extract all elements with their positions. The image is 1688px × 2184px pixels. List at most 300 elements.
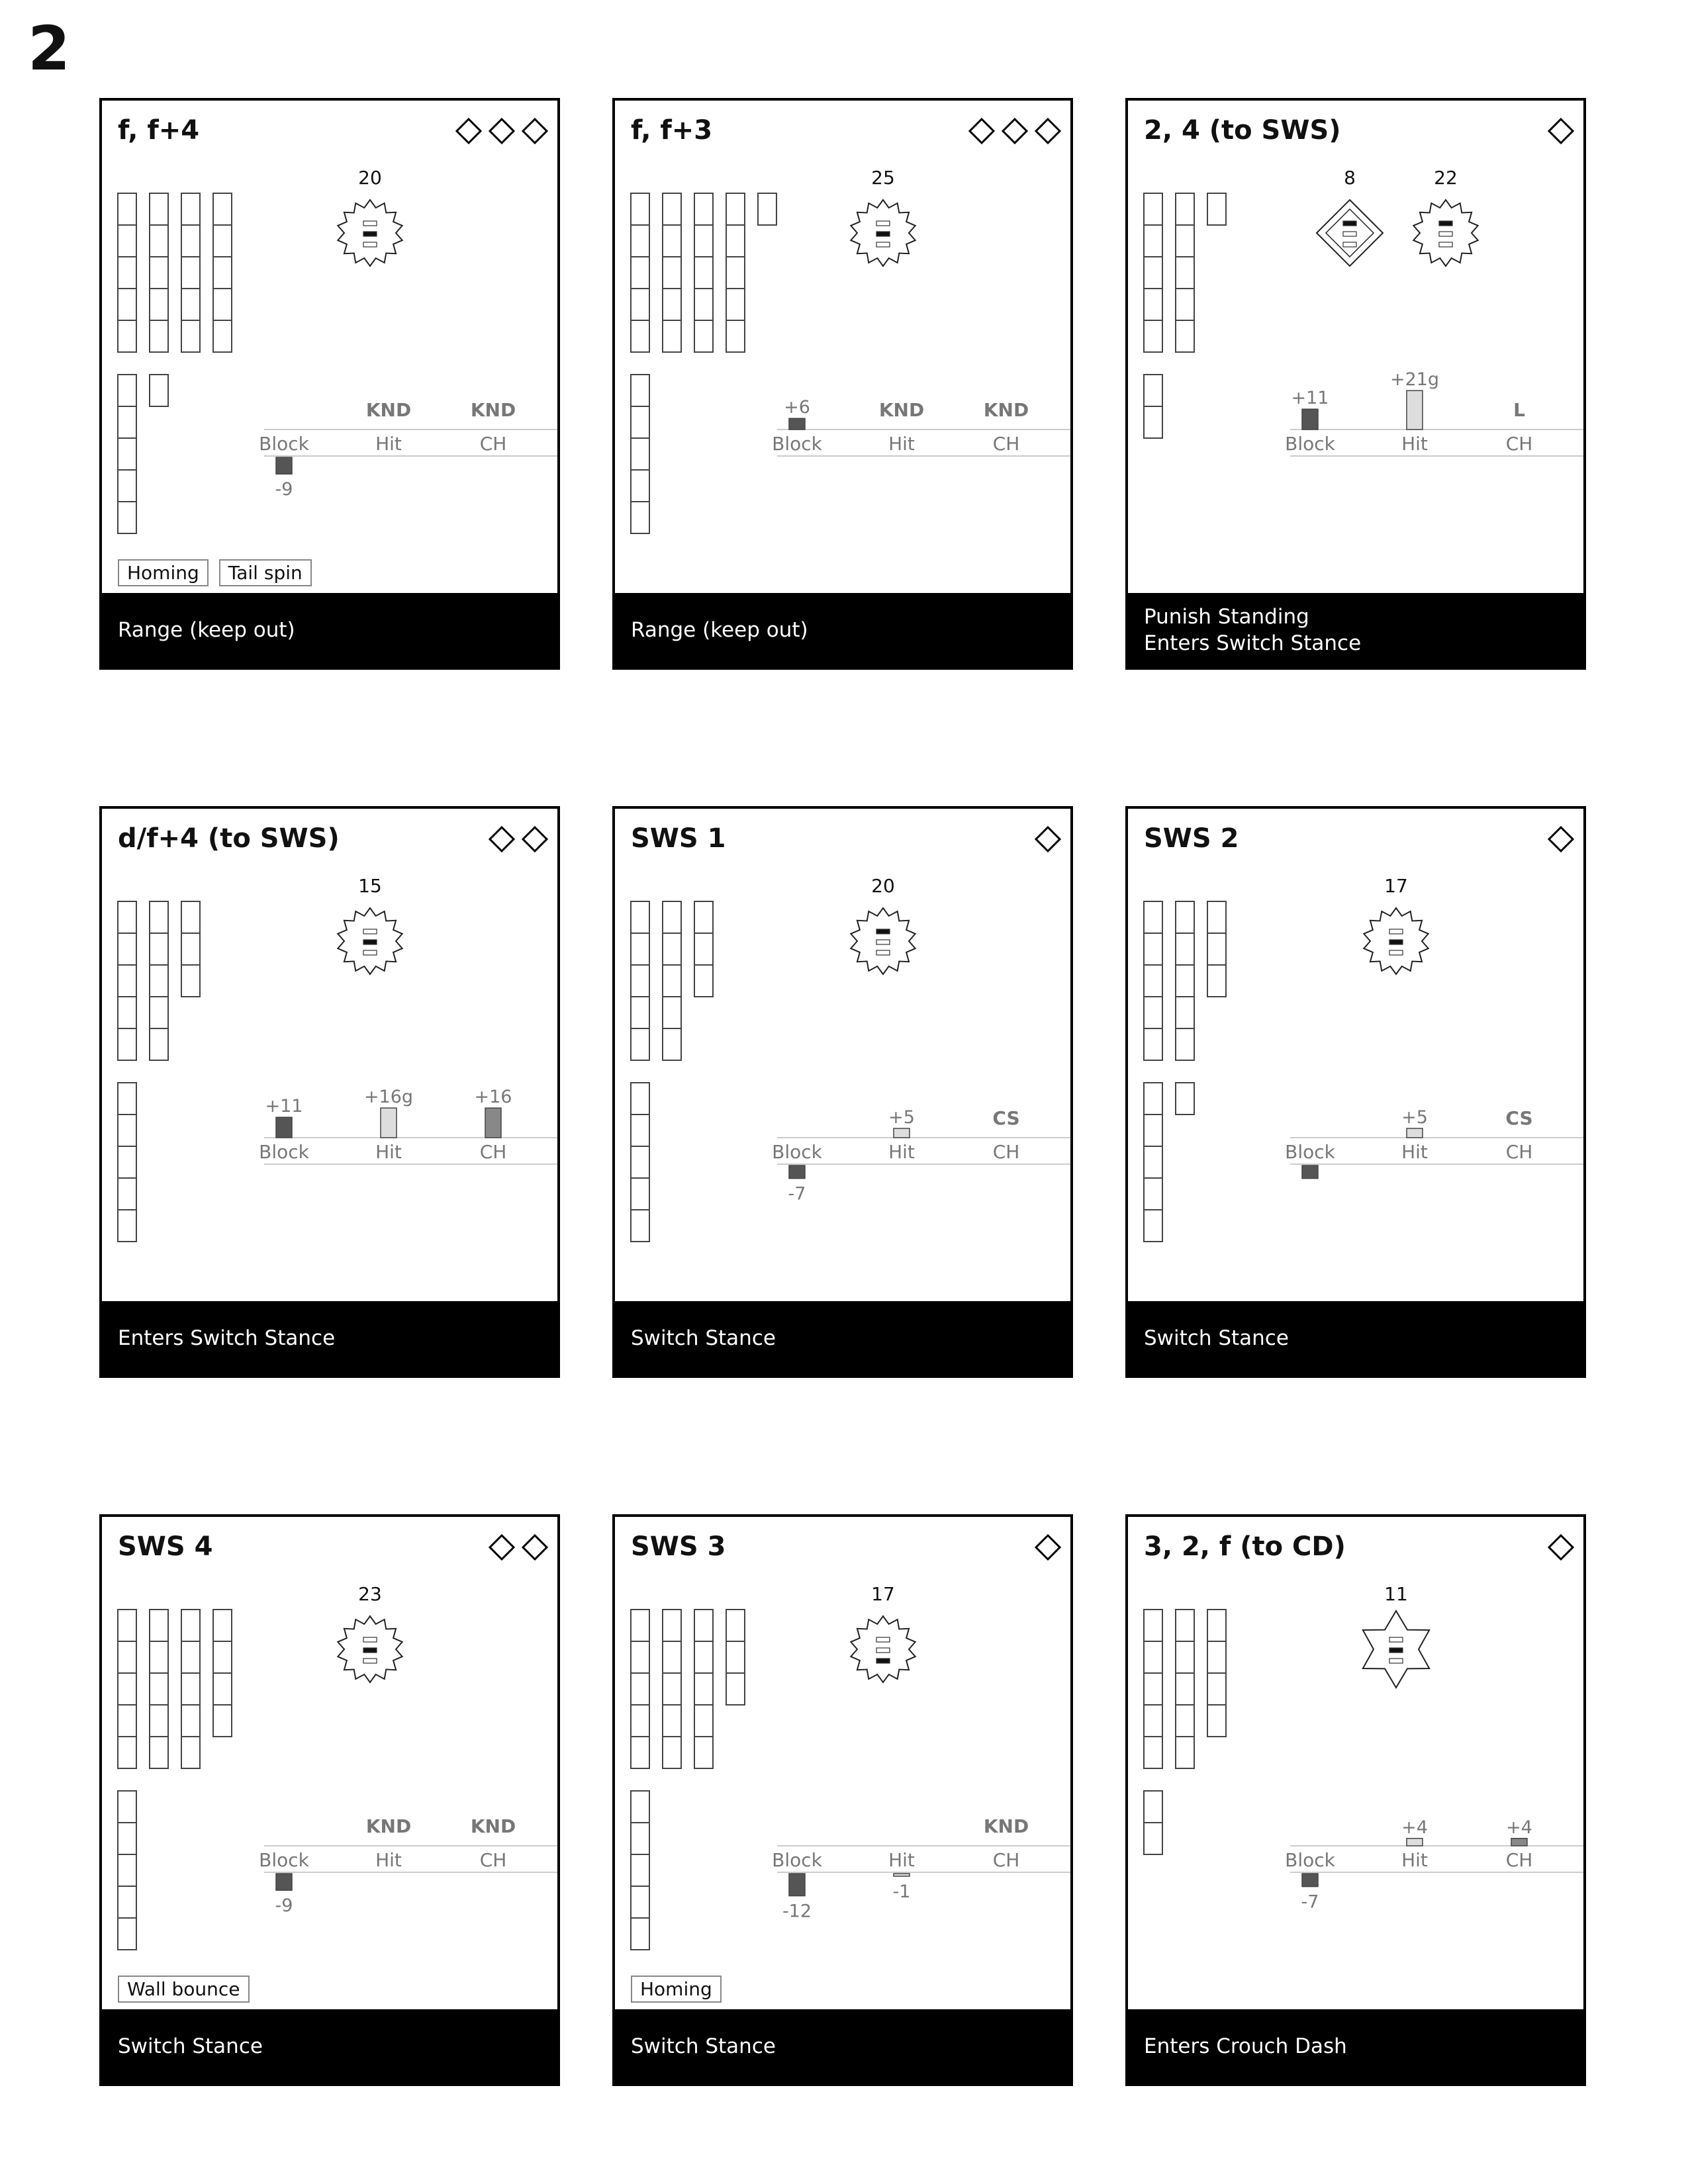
frame-cell — [181, 1673, 200, 1705]
frame-cell — [631, 438, 649, 470]
frame-cell — [1207, 1673, 1226, 1705]
frame-cell — [694, 193, 713, 225]
frame-cell — [1144, 1146, 1162, 1178]
hit-level-slot — [363, 221, 377, 226]
frame-cell — [1144, 1641, 1162, 1673]
frame-cell — [663, 225, 681, 257]
move-tags — [118, 559, 312, 586]
frame-cell — [1176, 933, 1194, 965]
frame-cell — [694, 1705, 713, 1737]
outcome-label: CH — [992, 1141, 1020, 1163]
frame-cell — [213, 289, 232, 320]
frame-advantage-chart — [772, 1815, 1070, 1922]
frame-cell — [726, 225, 745, 257]
move-card — [612, 1514, 1073, 2086]
damage-value: 15 — [358, 875, 382, 897]
outcome-label: Hit — [375, 1849, 402, 1871]
frame-cell — [150, 1737, 168, 1768]
frame-cell — [118, 1178, 136, 1210]
frame-cell — [150, 289, 168, 320]
advantage-bar — [789, 1874, 805, 1896]
move-card — [99, 98, 560, 670]
advantage-value: +4 — [1506, 1817, 1532, 1838]
frame-cell — [118, 257, 136, 289]
frame-cell — [213, 1705, 232, 1737]
frame-advantage-chart — [1285, 1107, 1583, 1179]
outcome-label: Hit — [1401, 1141, 1428, 1163]
frame-cell — [181, 1610, 200, 1641]
recovery-frames — [118, 375, 168, 533]
footer-note: Enters Switch Stance — [118, 1326, 336, 1350]
advantage-bar — [485, 1108, 501, 1138]
recovery-frames — [1144, 1083, 1194, 1242]
card-footer — [102, 2009, 557, 2083]
frame-cell — [631, 406, 649, 438]
startup-frames — [631, 1610, 745, 1768]
move-visualization — [1128, 809, 1583, 1298]
frame-cell — [181, 289, 200, 320]
move-name: d/f+4 (to SWS) — [118, 823, 340, 854]
frame-cell — [694, 1673, 713, 1705]
frame-cell — [118, 1918, 136, 1950]
advantage-bar — [276, 457, 292, 474]
card-footer — [615, 593, 1070, 667]
outcome-label: Block — [1285, 433, 1335, 455]
outcome-special: CS — [992, 1107, 1020, 1129]
move-card — [1125, 806, 1586, 1378]
recovery-frames — [1144, 375, 1162, 438]
frame-cell — [1176, 289, 1194, 320]
hit-level-slot — [363, 242, 377, 247]
hit-properties — [851, 1583, 915, 1682]
frame-cell — [694, 1641, 713, 1673]
hit-level-marker — [1439, 221, 1452, 226]
frame-cell — [631, 502, 649, 533]
frame-cell — [118, 1854, 136, 1886]
move-card — [612, 806, 1073, 1378]
startup-frames — [631, 193, 776, 352]
advantage-bar — [276, 1874, 292, 1890]
frame-cell — [1144, 1737, 1162, 1768]
frame-data — [1144, 901, 1226, 1242]
frame-cell — [118, 1737, 136, 1768]
frame-cell — [631, 1178, 649, 1210]
footer-note: Range (keep out) — [118, 617, 295, 642]
frame-cell — [631, 1610, 649, 1641]
hit-level-marker — [1389, 940, 1403, 944]
advantage-bar — [276, 1117, 292, 1138]
frame-cell — [1144, 375, 1162, 406]
frame-cell — [118, 1886, 136, 1918]
recovery-frames — [118, 1791, 136, 1950]
hit-level-slot — [876, 1637, 890, 1642]
footer-note: Switch Stance — [1144, 1326, 1289, 1350]
hit-level-slot — [363, 929, 377, 934]
outcome-special: KND — [365, 1815, 412, 1837]
frame-cell — [213, 1641, 232, 1673]
card-footer — [1128, 2009, 1583, 2083]
frame-cell — [1144, 257, 1162, 289]
advantage-value: -1 — [892, 1882, 911, 1902]
move-name: 3, 2, f (to CD) — [1144, 1531, 1346, 1562]
hit-level-slot — [1389, 929, 1403, 934]
move-tag: Tail spin — [219, 559, 312, 586]
hit-level-slot — [1389, 1659, 1403, 1663]
hit-level-marker — [876, 929, 890, 934]
hit-properties — [1363, 1583, 1429, 1688]
frame-cell — [1144, 1178, 1162, 1210]
recovery-frames — [631, 375, 649, 533]
move-tag: Wall bounce — [118, 1976, 250, 2003]
outcome-label: CH — [479, 433, 507, 455]
frame-cell — [150, 320, 168, 352]
card-footer — [1128, 593, 1583, 667]
damage-value: 17 — [1384, 875, 1408, 897]
startup-frames — [118, 1610, 232, 1768]
frame-cell — [631, 1918, 649, 1950]
move-tags — [118, 1976, 250, 2003]
frame-cell — [631, 1146, 649, 1178]
frame-cell — [213, 1673, 232, 1705]
frame-cell — [726, 320, 745, 352]
frame-cell — [726, 257, 745, 289]
recovery-frames — [118, 1083, 136, 1242]
move-name: SWS 3 — [631, 1531, 726, 1562]
frame-cell — [181, 257, 200, 289]
frame-data — [631, 1610, 745, 1950]
startup-frames — [631, 901, 713, 1060]
frame-cell — [118, 1115, 136, 1146]
frame-cell — [694, 965, 713, 997]
frame-cell — [663, 901, 681, 933]
outcome-label: Block — [259, 1141, 309, 1163]
frame-cell — [181, 901, 200, 933]
frame-cell — [1144, 406, 1162, 438]
damage-value: 20 — [871, 875, 895, 897]
frame-cell — [118, 406, 136, 438]
frame-cell — [118, 1823, 136, 1854]
advantage-value: +16 — [474, 1087, 512, 1108]
frame-cell — [150, 375, 168, 406]
hit-level-marker — [363, 940, 377, 944]
hit-properties — [851, 167, 915, 266]
outcome-label: CH — [1505, 1141, 1533, 1163]
advantage-value: -9 — [275, 1895, 293, 1917]
frame-cell — [631, 1854, 649, 1886]
frame-cell — [1176, 225, 1194, 257]
move-card — [612, 98, 1073, 670]
footer-note: Switch Stance — [631, 2034, 776, 2058]
frame-cell — [150, 1705, 168, 1737]
frame-cell — [1176, 1737, 1194, 1768]
frame-cell — [663, 193, 681, 225]
outcome-special: L — [1513, 399, 1525, 421]
frame-advantage-chart — [1285, 1817, 1583, 1913]
frame-cell — [726, 1610, 745, 1641]
frame-cell — [1144, 1823, 1162, 1854]
advantage-bar — [1407, 1128, 1423, 1138]
frame-cell — [663, 997, 681, 1028]
frame-cell — [1176, 1705, 1194, 1737]
outcome-label: Block — [772, 1849, 822, 1871]
frame-cell — [213, 1610, 232, 1641]
move-card — [1125, 1514, 1586, 2086]
frame-cell — [694, 320, 713, 352]
frame-cell — [631, 933, 649, 965]
frame-cell — [118, 193, 136, 225]
outcome-label: Block — [772, 433, 822, 455]
hit-level-slot — [876, 1648, 890, 1653]
frame-cell — [1144, 193, 1162, 225]
advantage-value: +11 — [265, 1096, 303, 1117]
frame-cell — [181, 1737, 200, 1768]
advantage-value: -12 — [782, 1901, 812, 1922]
frame-cell — [663, 933, 681, 965]
card-footer — [615, 1301, 1070, 1375]
frame-advantage-chart — [1285, 369, 1583, 456]
frame-advantage-chart — [772, 1107, 1070, 1205]
frame-cell — [631, 1791, 649, 1823]
hit-level-slot — [363, 1659, 377, 1663]
frame-cell — [118, 502, 136, 533]
frame-cell — [1144, 1115, 1162, 1146]
frame-cell — [118, 933, 136, 965]
footer-note: Switch Stance — [118, 2034, 263, 2058]
move-name: f, f+4 — [118, 115, 200, 146]
frame-cell — [694, 1610, 713, 1641]
outcome-label: Block — [772, 1141, 822, 1163]
frame-cell — [150, 933, 168, 965]
frame-cell — [118, 901, 136, 933]
frame-cell — [726, 193, 745, 225]
outcome-label: Hit — [888, 1141, 915, 1163]
frame-data — [631, 193, 776, 533]
frame-cell — [1144, 997, 1162, 1028]
advantage-bar — [1302, 1165, 1318, 1179]
advantage-value: -9 — [275, 479, 293, 500]
advantage-value: -7 — [788, 1183, 806, 1205]
damage-value: 20 — [358, 167, 382, 189]
outcome-label: Hit — [1401, 1849, 1428, 1871]
frame-cell — [631, 1737, 649, 1768]
frame-cell — [150, 225, 168, 257]
damage-value: 11 — [1384, 1583, 1408, 1605]
footer-note: Enters Crouch Dash — [1144, 2034, 1347, 2058]
startup-frames — [118, 193, 232, 352]
frame-cell — [150, 193, 168, 225]
footer-note: Enters Switch Stance — [1144, 631, 1362, 655]
frame-data — [1144, 1610, 1226, 1854]
footer-note: Switch Stance — [631, 1326, 776, 1350]
frame-data — [118, 901, 200, 1242]
hit-level-slot — [1389, 950, 1403, 955]
frame-cell — [1207, 901, 1226, 933]
frame-cell — [631, 965, 649, 997]
frame-cell — [1176, 965, 1194, 997]
frame-cell — [1176, 257, 1194, 289]
frame-cell — [118, 1210, 136, 1242]
hit-properties — [1317, 167, 1478, 266]
frame-cell — [631, 470, 649, 502]
frame-cell — [663, 289, 681, 320]
advantage-bar — [789, 418, 805, 430]
card-footer — [102, 1301, 557, 1375]
frame-cell — [118, 225, 136, 257]
move-name: f, f+3 — [631, 115, 713, 146]
advantage-bar — [381, 1108, 397, 1138]
frame-cell — [1144, 1791, 1162, 1823]
hit-level-slot — [363, 1637, 377, 1642]
footer-note: Punish Standing — [1144, 604, 1309, 629]
hit-level-slot — [1439, 242, 1452, 247]
hit-properties — [851, 875, 915, 974]
frame-data — [1144, 193, 1226, 438]
outcome-special: KND — [365, 399, 412, 421]
frame-cell — [1144, 1028, 1162, 1060]
frame-cell — [1176, 1610, 1194, 1641]
frame-cell — [150, 965, 168, 997]
hit-level-marker — [876, 1659, 890, 1663]
frame-cell — [1144, 225, 1162, 257]
frame-data — [631, 901, 713, 1242]
frame-cell — [663, 1641, 681, 1673]
frame-advantage-chart — [259, 1087, 557, 1164]
recovery-frames — [631, 1791, 649, 1950]
advantage-bar — [894, 1128, 910, 1138]
frame-cell — [694, 289, 713, 320]
frame-cell — [213, 257, 232, 289]
frame-cell — [213, 320, 232, 352]
hit-level-slot — [876, 950, 890, 955]
frame-cell — [150, 257, 168, 289]
frame-cell — [213, 193, 232, 225]
frame-cell — [631, 1673, 649, 1705]
frame-cell — [118, 1146, 136, 1178]
card-footer — [102, 593, 557, 667]
startup-frames — [118, 901, 200, 1060]
hit-level-slot — [876, 242, 890, 247]
startup-frames — [1144, 1610, 1226, 1768]
damage-value: 25 — [871, 167, 895, 189]
frame-cell — [1144, 1210, 1162, 1242]
frame-cell — [118, 997, 136, 1028]
advantage-value: +5 — [1401, 1107, 1428, 1128]
frame-cell — [150, 1673, 168, 1705]
advantage-value: +6 — [784, 397, 810, 418]
card-footer — [1128, 1301, 1583, 1375]
frame-cell — [150, 1028, 168, 1060]
advantage-value: +4 — [1401, 1817, 1428, 1838]
move-name: SWS 1 — [631, 823, 726, 854]
frame-cell — [150, 997, 168, 1028]
frame-data — [118, 193, 232, 533]
outcome-label: Hit — [375, 433, 402, 455]
frame-cell — [118, 1673, 136, 1705]
frame-cell — [631, 289, 649, 320]
frame-cell — [118, 1705, 136, 1737]
hit-properties — [338, 875, 402, 974]
move-visualization — [615, 809, 1070, 1298]
frame-cell — [631, 320, 649, 352]
page-number: 2 — [28, 13, 71, 84]
frame-cell — [758, 193, 776, 225]
frame-cell — [663, 320, 681, 352]
startup-frames — [1144, 193, 1226, 352]
frame-cell — [213, 225, 232, 257]
frame-cell — [694, 257, 713, 289]
frame-cell — [631, 1115, 649, 1146]
frame-cell — [663, 1737, 681, 1768]
frame-cell — [1144, 901, 1162, 933]
frame-cell — [631, 1210, 649, 1242]
frame-cell — [631, 375, 649, 406]
frame-cell — [118, 965, 136, 997]
frame-cell — [663, 257, 681, 289]
damage-value: 23 — [358, 1583, 382, 1605]
frame-cell — [1144, 933, 1162, 965]
outcome-special: KND — [470, 399, 516, 421]
outcome-label: CH — [479, 1141, 507, 1163]
frame-cell — [726, 1673, 745, 1705]
frame-cell — [118, 1610, 136, 1641]
hit-level-slot — [1343, 232, 1356, 236]
frame-advantage-chart — [772, 397, 1070, 456]
outcome-label: Block — [1285, 1849, 1335, 1871]
frame-cell — [118, 289, 136, 320]
frame-cell — [150, 1610, 168, 1641]
frame-cell — [1144, 965, 1162, 997]
frame-cell — [694, 1737, 713, 1768]
hit-level-marker — [876, 232, 890, 236]
outcome-label: Hit — [888, 1849, 915, 1871]
move-visualization — [615, 1517, 1070, 2007]
frame-cell — [663, 1705, 681, 1737]
frame-cell — [663, 965, 681, 997]
frame-cell — [1144, 1705, 1162, 1737]
frame-cell — [1207, 1610, 1226, 1641]
footer-note: Range (keep out) — [631, 617, 808, 642]
frame-cell — [118, 1028, 136, 1060]
outcome-label: Block — [259, 433, 309, 455]
frame-cell — [694, 901, 713, 933]
frame-cell — [694, 933, 713, 965]
frame-cell — [1176, 901, 1194, 933]
hit-level-marker — [363, 232, 377, 236]
move-visualization — [1128, 1517, 1583, 2007]
frame-cell — [726, 1641, 745, 1673]
move-visualization — [102, 101, 557, 590]
frame-cell — [1207, 193, 1226, 225]
move-visualization — [615, 101, 1070, 590]
frame-cell — [1144, 320, 1162, 352]
frame-advantage-chart — [259, 1815, 557, 1916]
advantage-bar — [1407, 1839, 1423, 1846]
frame-cell — [1207, 965, 1226, 997]
frame-cell — [1207, 933, 1226, 965]
advantage-value: +11 — [1291, 388, 1329, 409]
advantage-bar — [1302, 409, 1318, 430]
outcome-label: Hit — [375, 1141, 402, 1163]
frame-cell — [1207, 1641, 1226, 1673]
frame-cell — [1176, 1641, 1194, 1673]
move-tags — [631, 1976, 722, 2003]
move-tag: Homing — [631, 1976, 722, 2003]
outcome-special: CS — [1505, 1107, 1533, 1129]
move-name: SWS 4 — [118, 1531, 213, 1562]
startup-frames — [1144, 901, 1226, 1060]
frame-cell — [1176, 997, 1194, 1028]
frame-cell — [631, 193, 649, 225]
